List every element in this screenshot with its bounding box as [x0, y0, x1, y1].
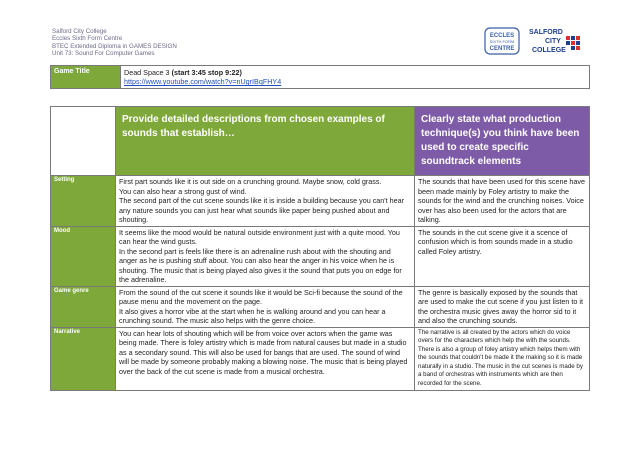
header-line: Eccles Sixth Form Centre — [52, 35, 123, 43]
description-line: You can hear lots of shouting which will be from voice over actors when the game was being made. There is foley artistry which is made from natural causes but made in a studio as a secondary sound. This will also be used for bangs that are used. The sound of wind will be made by someone probably making a blowing noise. The music that is being played over the back of the cut scene is made from a musical orchestra. — [119, 328, 408, 376]
technique-cell: The narrative is all created by the actors which do voice overs for the characters which help the with the sounds. There is also a group of foley artistry which helps them with the sounds that couldn't be made it the making so it is made naturally in a studio. The music in the cut scenes is made by a band of orchestras with instruments which are then recorded for the scene. — [415, 327, 590, 390]
game-times: (start 3:45 stop 9:22) — [171, 68, 242, 77]
header-line: Salford City College — [52, 28, 107, 35]
row-label: Game genre — [51, 286, 116, 327]
technique-cell: The genre is basically exposed by the sounds that are used to make the cut scene if you just listen to it the orchestra music gives away the horror sid to it and also the crunching sounds. — [415, 286, 590, 327]
eccles-logo-line3: CENTRE — [489, 46, 515, 52]
header-line: BTEC Extended Diploma in GAMES DESIGN — [52, 42, 177, 50]
description-line: In the second part is feels like there is an adrenaline rush about with the shouting and anger as he is pushing stuff about. You can also hear the anger in his voice when he is shouting. The music that is being played also gives it the sound that puts you on edge for the adrenaline. — [119, 246, 402, 284]
techniques-header: Clearly state what production technique(s) you think have been used to create specific soundtrack elements — [415, 107, 590, 176]
eccles-sixth-form-logo — [484, 27, 520, 55]
description-line: The second part of the cut scene sounds like it is inside a building because you can't hear any nature sounds you can just hear what sounds like paper being pushed about and shouting. — [119, 196, 405, 224]
salford-logo-line1: SALFORD — [529, 29, 563, 36]
game-title: Dead Space 3 — [124, 68, 170, 77]
game-title-label: Game Title — [51, 66, 121, 89]
description-line: You can also hear a strong gust of wind. — [119, 186, 247, 196]
eccles-logo-line1: ECCLES — [489, 33, 515, 39]
game-video-link[interactable]: https://www.youtube.com/watch?v=nUgrIBqFHY4 — [124, 77, 282, 86]
salford-logo-line3: COLLEGE — [532, 47, 566, 54]
technique-cell: The sounds that have been used for this scene have been made mainly by Foley artistry to make the sounds for the wind and the crunching noises. Voice over has also been used for the actors that are talking. — [415, 176, 590, 227]
description-line: From the sound of the cut scene it sounds like it would be Sci-fi because the sound of the pause menu and the movement on the page. — [119, 287, 403, 306]
document-header — [52, 28, 177, 58]
description-cell — [116, 327, 415, 390]
description-line: First part sounds like it is out side on a crunching ground. Maybe snow, cold grass. — [119, 177, 382, 186]
empty-corner-cell — [51, 107, 116, 176]
description-line: It also gives a horror vibe at the start when he is walking around and you can hear a crunching sound. The music also helps with the genre choice. — [119, 306, 386, 325]
row-label: Narrative — [51, 327, 116, 390]
table-row — [51, 226, 590, 286]
row-label: Setting — [51, 176, 116, 227]
salford-city-college-logo — [528, 24, 588, 56]
technique-cell: The sounds in the cut scene give it a scence of confusion which is from sounds made in a studio called Foley artistry. — [415, 226, 590, 286]
descriptions-header: Provide detailed descriptions from chosen examples of sounds that establish… — [116, 107, 415, 176]
eccles-logo-line2: SIXTH FORM — [489, 39, 515, 44]
description-line: It seems like the mood would be natural outside environment just with a quite mood. You can hear the wind gusts. — [119, 227, 400, 246]
table-row — [51, 327, 590, 390]
salford-logo-line2: CITY — [545, 38, 561, 45]
table-row — [51, 286, 590, 327]
description-cell — [116, 286, 415, 327]
analysis-table — [50, 106, 590, 391]
header-line: Unit 73: Sound For Computer Games — [52, 50, 155, 58]
game-title-table — [50, 65, 590, 89]
table-row — [51, 176, 590, 227]
row-label: Mood — [51, 226, 116, 286]
description-cell — [116, 226, 415, 286]
description-cell — [116, 176, 415, 227]
game-title-cell — [121, 66, 590, 89]
